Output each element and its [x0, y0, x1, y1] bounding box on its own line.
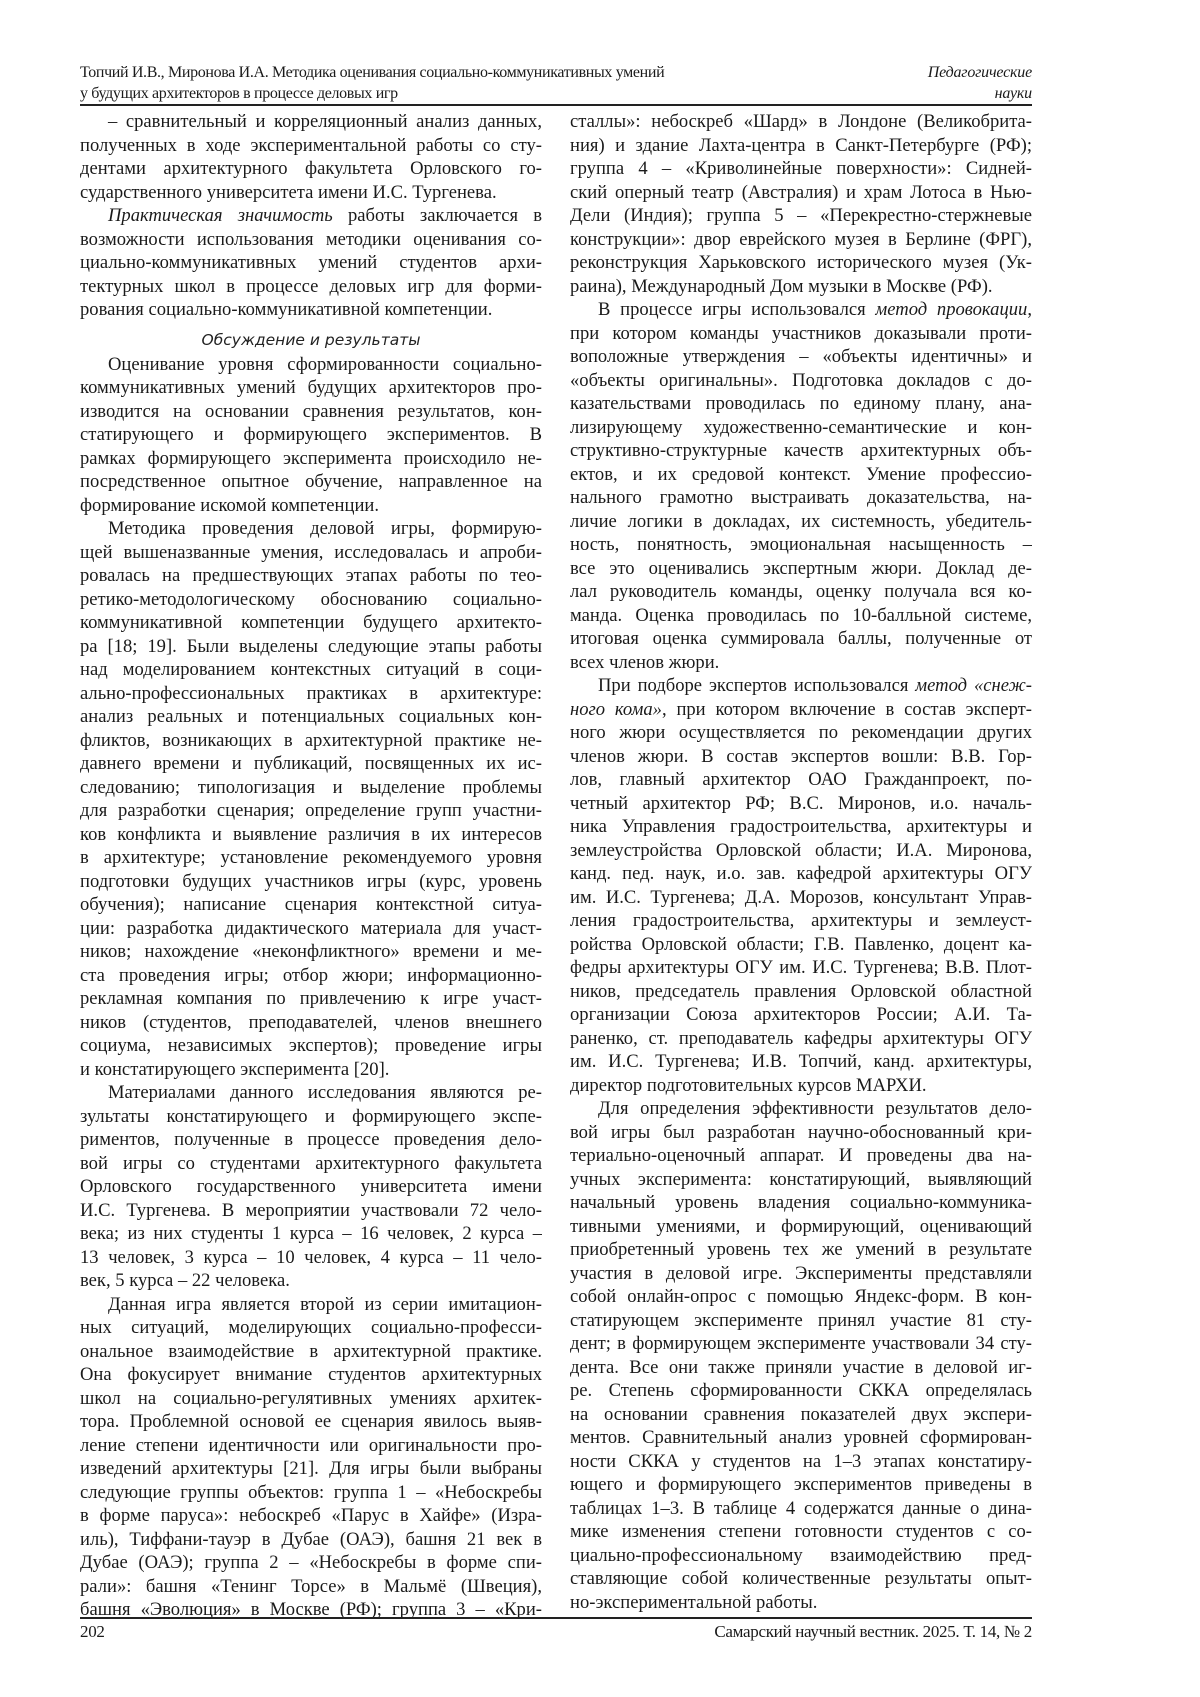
text-line — [80, 635, 542, 659]
text-segment: И.С. Тургенева. В мероприятии участвовали 72 чело- — [80, 1200, 542, 1221]
text-line — [570, 604, 1032, 628]
text-line — [80, 470, 542, 494]
text-segment: Орловского государственного университета имени — [80, 1176, 542, 1197]
text-segment: конструкции»: двор еврейского музея в Берлине (ФРГ), — [570, 229, 1032, 250]
text-segment: Обсуждение и результаты — [202, 331, 421, 349]
text-segment: Материалами данного исследования являются ре- — [108, 1082, 542, 1103]
text-line — [570, 886, 1032, 910]
header-citation-line1: Топчий И.В., Миронова И.А. Методика оценивания социально-коммуникативных умений — [80, 62, 664, 83]
text-segment: собой онлайн-опрос с помощью Яндекс-форм. В кон- — [570, 1286, 1032, 1307]
text-segment: ции: разработка дидактического материала для участ- — [80, 918, 542, 939]
text-segment: , при котором включение в состав эксперт- — [662, 699, 1032, 720]
text-line — [570, 862, 1032, 886]
text-segment: раненко, ст. преподаватель кафедры архитектуры ОГУ — [570, 1028, 1032, 1049]
text-line — [570, 1121, 1032, 1145]
text-line — [80, 1269, 542, 1293]
text-segment: членов жюри. В состав экспертов вошли: В.В. Гор- — [570, 746, 1032, 767]
text-segment: посредственное опытное обучение, направленное на — [80, 471, 542, 492]
text-segment: и констатирующего эксперимента [20]. — [80, 1059, 389, 1080]
text-segment: четный архитектор РФ; В.С. Миронов, и.о. началь- — [570, 793, 1032, 814]
text-line — [570, 580, 1032, 604]
text-segment: рали»: башня «Тенинг Торсе» в Мальмё (Швеция), — [80, 1576, 542, 1597]
text-line — [570, 1473, 1032, 1497]
text-segment: дента. Все они также приняли участие в деловой иг- — [570, 1357, 1032, 1378]
text-line — [570, 1262, 1032, 1286]
text-line — [570, 510, 1032, 534]
text-segment: учных эксперимента: констатирующий, выявляющий — [570, 1169, 1032, 1190]
text-segment: Она фокусирует внимание студентов архитектурных — [80, 1364, 542, 1385]
text-line — [570, 1215, 1032, 1239]
running-header — [80, 62, 1032, 106]
text-line — [80, 1058, 542, 1082]
text-segment: ектов, и их средовой контекст. Умение профессио- — [570, 464, 1032, 485]
text-line — [570, 1591, 1032, 1615]
italic-term: метод провокации — [875, 299, 1027, 320]
text-segment: нального грамотно выстраивать доказательства, на- — [570, 487, 1032, 508]
text-segment: социума, независимых экспертов); проведение игры — [80, 1035, 542, 1056]
text-line — [80, 541, 542, 565]
text-segment: лов, главный архитектор ОАО Гражданпроект, по- — [570, 769, 1032, 790]
text-line — [570, 157, 1032, 181]
text-segment: начальный уровень владения социально-коммуника- — [570, 1192, 1032, 1213]
text-line — [80, 228, 542, 252]
text-line — [570, 251, 1032, 275]
text-line — [80, 917, 542, 941]
text-line — [80, 1293, 542, 1317]
text-segment: ния) и здание Лахта-центра в Санкт-Петербурге (РФ); — [570, 135, 1032, 156]
text-line — [570, 486, 1032, 510]
text-line — [570, 533, 1032, 557]
text-line — [570, 1309, 1032, 1333]
text-segment: ющего и формирующего экспериментов приведены в — [570, 1474, 1032, 1495]
text-segment: воположные утверждения – «объекты идентичны» и — [570, 346, 1032, 367]
text-segment: всех членов жюри. — [570, 652, 719, 673]
text-segment: щей вышеназванные умения, исследовалась и апроби- — [80, 542, 542, 563]
text-segment: реконструкция Харьковского исторического музея (Ук- — [570, 252, 1032, 273]
text-line — [80, 1246, 542, 1270]
text-line — [80, 940, 542, 964]
text-line — [80, 776, 542, 800]
text-segment: им. И.С. Тургенева; Д.А. Морозов, консультант Управ- — [570, 887, 1032, 908]
text-segment: ника Управления градостроительства, архитектуры и — [570, 816, 1032, 837]
text-line — [80, 298, 542, 322]
text-line — [570, 110, 1032, 134]
text-line — [80, 846, 542, 870]
text-line — [80, 588, 542, 612]
text-segment: вой игры был разработан научно-обоснованный кри- — [570, 1122, 1032, 1143]
text-line — [80, 729, 542, 753]
text-segment: рекламная компания по привлечению к игре участ- — [80, 988, 542, 1009]
text-segment: циально-профессиональному взаимодействию пред- — [570, 1545, 1032, 1566]
text-line — [570, 1003, 1032, 1027]
right-text-column — [570, 110, 1032, 1614]
page-number: 202 — [80, 1622, 105, 1642]
text-segment: Дубае (ОАЭ); группа 2 – «Небоскребы в форме спи- — [80, 1552, 542, 1573]
text-segment: формирование искомой компетенции. — [80, 495, 379, 516]
text-line — [80, 1434, 542, 1458]
text-line — [80, 1528, 542, 1552]
text-line — [570, 1379, 1032, 1403]
section-heading — [80, 327, 542, 353]
text-line — [570, 298, 1032, 322]
text-segment: коммуникативной компетенции будущего архитекто- — [80, 612, 542, 633]
text-segment: ников; нахождение «неконфликтного» времени и ме- — [80, 941, 542, 962]
text-line — [570, 1403, 1032, 1427]
text-line — [570, 1426, 1032, 1450]
text-segment: возможности использования методики оценивания со- — [80, 229, 542, 250]
text-line — [80, 1410, 542, 1434]
text-segment: ления градостроительства, архитектуры и землеуст- — [570, 910, 1032, 931]
text-segment: при котором команды участников доказывали проти- — [570, 323, 1032, 344]
text-segment: в архитектуре; установление рекомендуемого уровня — [80, 847, 542, 868]
text-segment: личие логики в докладах, их системность, убедитель- — [570, 511, 1032, 532]
header-citation-line2: у будущих архитекторов в процессе деловых игр — [80, 83, 664, 104]
text-line — [570, 980, 1032, 1004]
text-segment: сударственного университета имени И.С. Тургенева. — [80, 182, 497, 203]
text-line — [570, 228, 1032, 252]
text-line — [80, 157, 542, 181]
text-segment: директор подготовительных курсов МАРХИ. — [570, 1075, 927, 1096]
text-segment: в форме паруса»: небоскреб «Парус в Хайфе» (Изра- — [80, 1505, 542, 1526]
header-section-line1: Педагогические — [928, 62, 1032, 83]
text-line — [570, 1285, 1032, 1309]
text-segment: ного жюри осуществляется по рекомендации других — [570, 722, 1032, 743]
text-line — [570, 1168, 1032, 1192]
journal-citation: Самарский научный вестник. 2025. Т. 14, № 2 — [714, 1622, 1032, 1642]
text-line — [570, 1544, 1032, 1568]
text-line — [80, 564, 542, 588]
text-segment: ников (студентов, преподавателей, членов внешнего — [80, 1012, 542, 1033]
text-line — [570, 1238, 1032, 1262]
left-text-column — [80, 110, 542, 1622]
text-segment: ление степени идентичности или оригинальности про- — [80, 1435, 542, 1456]
text-segment: полученных в ходе экспериментальной работы со сту- — [80, 135, 542, 156]
text-line — [80, 1105, 542, 1129]
text-line — [570, 1027, 1032, 1051]
running-footer — [80, 1617, 1032, 1649]
text-line — [570, 1191, 1032, 1215]
text-line — [80, 1551, 542, 1575]
text-segment: изводится на основании сравнения результатов, кон- — [80, 401, 542, 422]
text-line — [570, 839, 1032, 863]
text-segment: школ на социально-регулятивных умениях архитек- — [80, 1388, 542, 1409]
text-line — [570, 181, 1032, 205]
text-segment: иль), Тиффани-тауэр в Дубае (ОАЭ), башня 21 век в — [80, 1529, 542, 1550]
text-line — [80, 517, 542, 541]
text-segment: ков конфликта и выявление различия в их интересов — [80, 824, 542, 845]
text-line — [80, 1504, 542, 1528]
text-segment: над моделированием контекстных ситуаций в соци- — [80, 659, 542, 680]
text-line — [570, 909, 1032, 933]
text-segment: ский оперный театр (Австралия) и храм Лотоса в Нью- — [570, 182, 1032, 203]
text-segment: участия в деловой игре. Эксперименты представляли — [570, 1263, 1032, 1284]
text-line — [80, 705, 542, 729]
text-line — [80, 682, 542, 706]
text-line — [570, 1520, 1032, 1544]
text-line — [570, 463, 1032, 487]
text-segment: коммуникативных умений будущих архитекторов про- — [80, 377, 542, 398]
text-line — [80, 1387, 542, 1411]
text-line — [570, 392, 1032, 416]
text-line — [570, 275, 1032, 299]
text-segment: ональное взаимодействие в архитектурной практике. — [80, 1341, 542, 1362]
text-segment: дент; в формирующем эксперименте участвовали 34 сту- — [570, 1333, 1032, 1354]
text-line — [80, 423, 542, 447]
text-segment: «объекты оригинальны». Подготовка докладов с до- — [570, 370, 1032, 391]
text-line — [80, 987, 542, 1011]
text-line — [80, 752, 542, 776]
text-line — [570, 1050, 1032, 1074]
text-line — [80, 1340, 542, 1364]
text-line — [80, 1199, 542, 1223]
text-line — [80, 1316, 542, 1340]
text-segment: териально-оценочный аппарат. И проведены два на- — [570, 1145, 1032, 1166]
text-segment: тивными умениями, и формирующий, оценивающий — [570, 1216, 1032, 1237]
text-segment: канд. пед. наук, и.о. зав. кафедрой архитектуры ОГУ — [570, 863, 1032, 884]
text-segment: тора. Проблемной основой ее сценария явилось выяв- — [80, 1411, 542, 1432]
text-line — [570, 1497, 1032, 1521]
text-line — [570, 1450, 1032, 1474]
text-line — [80, 134, 542, 158]
text-line — [80, 1152, 542, 1176]
text-segment: ре. Степень сформированности СККА определялась — [570, 1380, 1032, 1401]
text-segment: ности СККА у студентов на 1–3 этапах констатиру- — [570, 1451, 1032, 1472]
text-segment: на основании сравнения показателей двух экспери- — [570, 1404, 1032, 1425]
text-line — [570, 933, 1032, 957]
text-line — [570, 674, 1032, 698]
text-line — [570, 1332, 1032, 1356]
text-segment: для разработки сценария; определение групп участни- — [80, 800, 542, 821]
text-segment: В процессе игры использовался — [598, 299, 875, 320]
text-line — [570, 815, 1032, 839]
text-line — [80, 400, 542, 424]
text-line — [80, 1034, 542, 1058]
text-line — [80, 1363, 542, 1387]
text-segment: дентами архитектурного факультета Орловского го- — [80, 158, 542, 179]
text-segment: землеустройства Орловской области; И.А. Миронова, — [570, 840, 1032, 861]
text-line — [570, 627, 1032, 651]
text-line — [80, 611, 542, 635]
text-line — [570, 721, 1032, 745]
text-segment: манда. Оценка проводилась по 10-балльной системе, — [570, 605, 1032, 626]
text-segment: статирующего и формирующего экспериментов. В — [80, 424, 542, 445]
text-line — [80, 1128, 542, 1152]
text-segment: ра [18; 19]. Были выделены следующие этапы работы — [80, 636, 542, 657]
text-line — [80, 494, 542, 518]
text-line — [80, 447, 542, 471]
text-segment: приобретенный уровень тех же умений в результате — [570, 1239, 1032, 1260]
text-line — [570, 345, 1032, 369]
text-segment: Дели (Индия); группа 5 – «Перекрестно-стержневые — [570, 205, 1032, 226]
text-line — [80, 376, 542, 400]
text-segment: ретико-методологическому обоснованию социально- — [80, 589, 542, 610]
text-segment: ность, понятность, эмоциональная насыщенность – — [570, 534, 1032, 555]
text-segment: тектурных школ в процессе деловых игр для форми- — [80, 276, 542, 297]
text-segment: рамках формирующего эксперимента происходило не- — [80, 448, 542, 469]
text-segment: ста проведения игры; отбор жюри; информационно- — [80, 965, 542, 986]
text-segment: – сравнительный и корреляционный анализ данных, — [108, 111, 542, 132]
text-segment: При подборе экспертов использовался — [598, 675, 915, 696]
text-segment: ментов. Сравнительный анализ уровней сформирован- — [570, 1427, 1032, 1448]
text-line — [570, 204, 1032, 228]
text-line — [570, 557, 1032, 581]
text-segment: Оценивание уровня сформированности социально- — [108, 354, 542, 375]
header-section-line2: науки — [928, 83, 1032, 104]
text-line — [570, 1567, 1032, 1591]
text-segment: Для определения эффективности результатов дело- — [598, 1098, 1032, 1119]
text-segment: ников, председатель правления Орловской областной — [570, 981, 1032, 1002]
text-line — [80, 1575, 542, 1599]
text-line — [80, 1011, 542, 1035]
italic-term: Практическая значимость — [108, 205, 333, 226]
text-line — [570, 956, 1032, 980]
text-segment: все это оценивались экспертным жюри. Доклад де- — [570, 558, 1032, 579]
text-line — [80, 964, 542, 988]
text-segment: им. И.С. Тургенева; И.В. Топчий, канд. архитектуры, — [570, 1051, 1032, 1072]
text-line — [80, 1457, 542, 1481]
text-segment: циально-коммуникативных умений студентов архи- — [80, 252, 542, 273]
text-segment: ально-профессиональных практиках в архитектуре: — [80, 683, 542, 704]
text-segment: риментов, полученные в процессе проведения дело- — [80, 1129, 542, 1150]
text-segment: давнего времени и публикаций, посвященных их ис- — [80, 753, 542, 774]
text-line — [80, 658, 542, 682]
header-section — [928, 62, 1032, 104]
text-segment: федры архитектуры ОГУ им. И.С. Тургенева; В.В. Плот- — [570, 957, 1032, 978]
text-line — [570, 698, 1032, 722]
text-segment: подготовки будущих участников игры (курс, уровень — [80, 871, 542, 892]
text-segment: работы заключается в — [333, 205, 542, 226]
text-segment: следованию; типологизация и выделение проблемы — [80, 777, 542, 798]
text-line — [80, 893, 542, 917]
header-article-citation — [80, 62, 664, 104]
text-line — [570, 369, 1032, 393]
text-segment: 13 человек, 3 курса – 10 человек, 4 курса – 11 чело- — [80, 1247, 542, 1268]
text-segment: следующие группы объектов: группа 1 – «Небоскребы — [80, 1482, 542, 1503]
text-line — [80, 1175, 542, 1199]
text-segment: изведений архитектуры [21]. Для игры были выбраны — [80, 1458, 542, 1479]
text-segment: фликтов, возникающих в архитектурной практике не- — [80, 730, 542, 751]
text-segment: казательствами проводилась по единому плану, ана- — [570, 393, 1032, 414]
text-segment: структивно-структурные качеств архитектурных объ- — [570, 440, 1032, 461]
text-line — [570, 439, 1032, 463]
text-line — [80, 251, 542, 275]
text-segment: зультаты констатирующего и формирующего экспе- — [80, 1106, 542, 1127]
text-line — [570, 651, 1032, 675]
text-segment: организации Союза архитекторов России; А.И. Та- — [570, 1004, 1032, 1025]
text-segment: но-экспериментальной работы. — [570, 1592, 817, 1613]
text-segment: вой игры со студентами архитектурного факультета — [80, 1153, 542, 1174]
text-line — [80, 823, 542, 847]
text-segment: ровалась на предшествующих этапах работы по тео- — [80, 565, 542, 586]
text-line — [80, 181, 542, 205]
text-segment: обучения); написание сценария контекстной ситуа- — [80, 894, 542, 915]
text-segment: ставляющие собой количественные результаты опыт- — [570, 1568, 1032, 1589]
text-segment: , — [1027, 299, 1032, 320]
text-segment: итоговая оценка суммировала баллы, полученные от — [570, 628, 1032, 649]
text-line — [80, 110, 542, 134]
text-segment: группа 4 – «Криволинейные поверхности»: Сидней- — [570, 158, 1032, 179]
text-line — [570, 416, 1032, 440]
text-line — [570, 745, 1032, 769]
text-line — [80, 353, 542, 377]
text-line — [80, 799, 542, 823]
text-segment: лизирующему художественно-семантические и кон- — [570, 417, 1032, 438]
text-segment: ройства Орловской области; Г.В. Павленко, доцент ка- — [570, 934, 1032, 955]
italic-term: метод «снеж- — [915, 675, 1032, 696]
text-segment: статирующем эксперименте принял участие 81 сту- — [570, 1310, 1032, 1331]
text-segment: лал руководитель команды, оценку получала вся ко- — [570, 581, 1032, 602]
text-line — [80, 1081, 542, 1105]
text-segment: Данная игра является второй из серии имитацион- — [108, 1294, 542, 1315]
text-line — [570, 1144, 1032, 1168]
text-segment: анализ реальных и потенциальных социальных кон- — [80, 706, 542, 727]
text-line — [570, 134, 1032, 158]
text-segment: сталлы»: небоскреб «Шард» в Лондоне (Великобрита- — [570, 111, 1032, 132]
text-segment: рования социально-коммуникативной компетенции. — [80, 299, 492, 320]
text-segment: башня «Эволюция» в Москве (РФ); группа 3 – «Кри- — [80, 1599, 542, 1620]
text-segment: ных ситуаций, моделирующих социально-професси- — [80, 1317, 542, 1338]
text-line — [570, 1074, 1032, 1098]
text-line — [80, 1481, 542, 1505]
text-line — [80, 275, 542, 299]
italic-term: ного кома» — [570, 699, 662, 720]
text-line — [570, 768, 1032, 792]
text-line — [80, 204, 542, 228]
text-segment: таблицах 1–3. В таблице 4 содержатся данные о дина- — [570, 1498, 1032, 1519]
text-segment: века; из них студенты 1 курса – 16 человек, 2 курса – — [80, 1223, 542, 1244]
text-line — [570, 1097, 1032, 1121]
text-line — [570, 1356, 1032, 1380]
text-segment: век, 5 курса – 22 человека. — [80, 1270, 290, 1291]
text-line — [570, 792, 1032, 816]
text-line — [570, 322, 1032, 346]
text-line — [80, 870, 542, 894]
text-segment: раина), Международный Дом музыки в Москве (РФ). — [570, 276, 993, 297]
text-segment: Методика проведения деловой игры, формирую- — [108, 518, 542, 539]
text-segment: мике изменения степени готовности студентов с со- — [570, 1521, 1032, 1542]
text-line — [80, 1222, 542, 1246]
